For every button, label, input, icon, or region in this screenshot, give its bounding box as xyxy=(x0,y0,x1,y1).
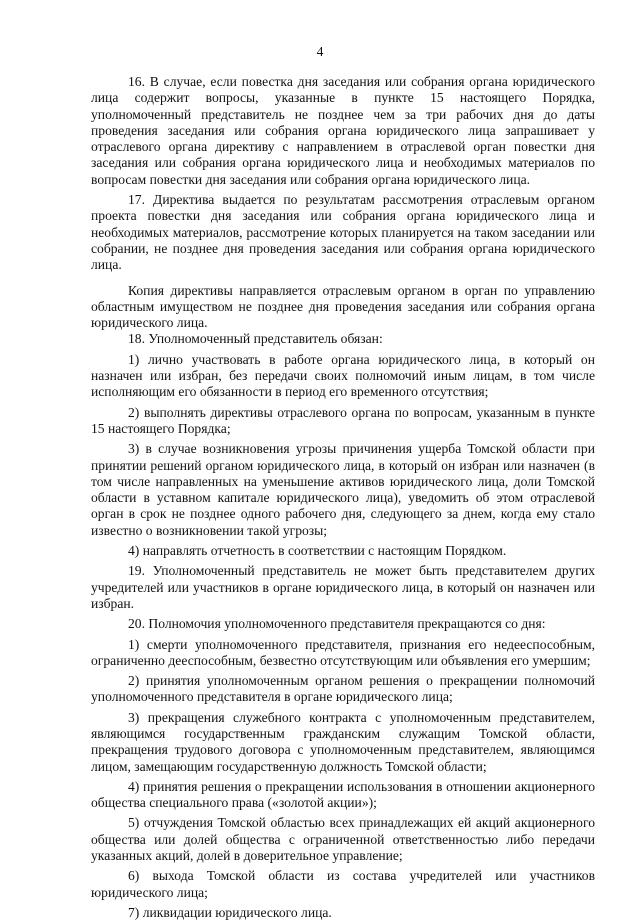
paragraph-20-item-3: 3) прекращения служебного контракта с уполномоченным представителем, являющимся государственным гражданским служащим Томской области, прекращения трудового договора с уполномоченным представителем, являющимся лицом, замещающим государственную должность Томской области; xyxy=(91,709,595,774)
page-number: 4 xyxy=(316,44,324,59)
paragraph-18-item-2: 2) выполнять директивы отраслевого органа по вопросам, указанным в пункте 15 настоящего Порядка; xyxy=(91,404,595,436)
paragraph-18: 18. Уполномоченный представитель обязан: xyxy=(128,331,383,347)
paragraph-directive-copy: Копия директивы направляется отраслевым органом в орган по управлению областным имуществом не позднее дня проведения заседания или собрания органа юридического лица. xyxy=(91,282,595,331)
document-body xyxy=(91,74,595,921)
paragraph-19: 19. Уполномоченный представитель не может быть представителем других учредителей или участников в органе юридического лица, в который он назначен или избран. xyxy=(91,563,595,611)
paragraph-20: 20. Полномочия уполномоченного представителя прекращаются со дня: xyxy=(128,616,546,632)
paragraph-20-item-5: 5) отчуждения Томской областью всех принадлежащих ей акций акционерного общества или долей общества с ограниченной ответственностью либо передачи указанных акций, долей в доверительное управление; xyxy=(91,815,595,864)
paragraph-18-item-3: 3) в случае возникновения угрозы причинения ущерба Томской области при принятии решений органом юридического лица, в который он избран или назначен (в том числе направленных на уменьшение активов юридического лица, доли Томской области в уставном капитале юридического лица), уведомить об этом отраслевой орган в срок не позднее одного рабочего дня, следующего за днем, когда ему стало известно о возникновении такой угрозы; xyxy=(91,441,595,538)
paragraph-20-item-4: 4) принятия решения о прекращении использования в отношении акционерного общества специального права («золотой акции»); xyxy=(91,778,595,811)
paragraph-17: 17. Директива выдается по результатам рассмотрения отраслевым органом проекта повестки дня заседания или собрания органа юридического лица и необходимых материалов, рассмотрение которых планируется на таком заседании или собрании, не позднее дня проведения заседания или собрания органа юридического лица. xyxy=(91,192,595,273)
paragraph-20-item-7: 7) ликвидации юридического лица. xyxy=(128,904,332,920)
paragraph-16: 16. В случае, если повестка дня заседания или собрания органа юридического лица содержит вопросы, указанные в пункте 15 настоящего Порядка, уполномоченный представитель не позднее чем за три рабочих дня до даты проведения заседания или собрания органа юридического лица запрашивает у отраслевого органа директиву с направлением в отраслевой орган повестки дня заседания или собрания органа юридического лица и необходимых материалов по вопросам повестки дня заседания или собрания органа юридического лица. xyxy=(91,74,595,187)
paragraph-20-item-1: 1) смерти уполномоченного представителя, признания его недееспособным, ограниченно дееспособным, безвестно отсутствующим или объявления его умершим; xyxy=(91,636,595,668)
paragraph-18-item-4: 4) направлять отчетность в соответствии с настоящим Порядком. xyxy=(128,543,507,559)
paragraph-20-item-2: 2) принятия уполномоченным органом решения о прекращении полномочий уполномоченного представителя в органе юридического лица; xyxy=(91,673,595,705)
paragraph-18-item-1: 1) лично участвовать в работе органа юридического лица, в который он назначен или избран, без передачи своих полномочий иным лицам, в том числе исполняющим его обязанности в период его временного отсутствия; xyxy=(91,351,595,400)
paragraph-20-item-6: 6) выхода Томской области из состава учредителей или участников юридического лица; xyxy=(91,868,595,900)
